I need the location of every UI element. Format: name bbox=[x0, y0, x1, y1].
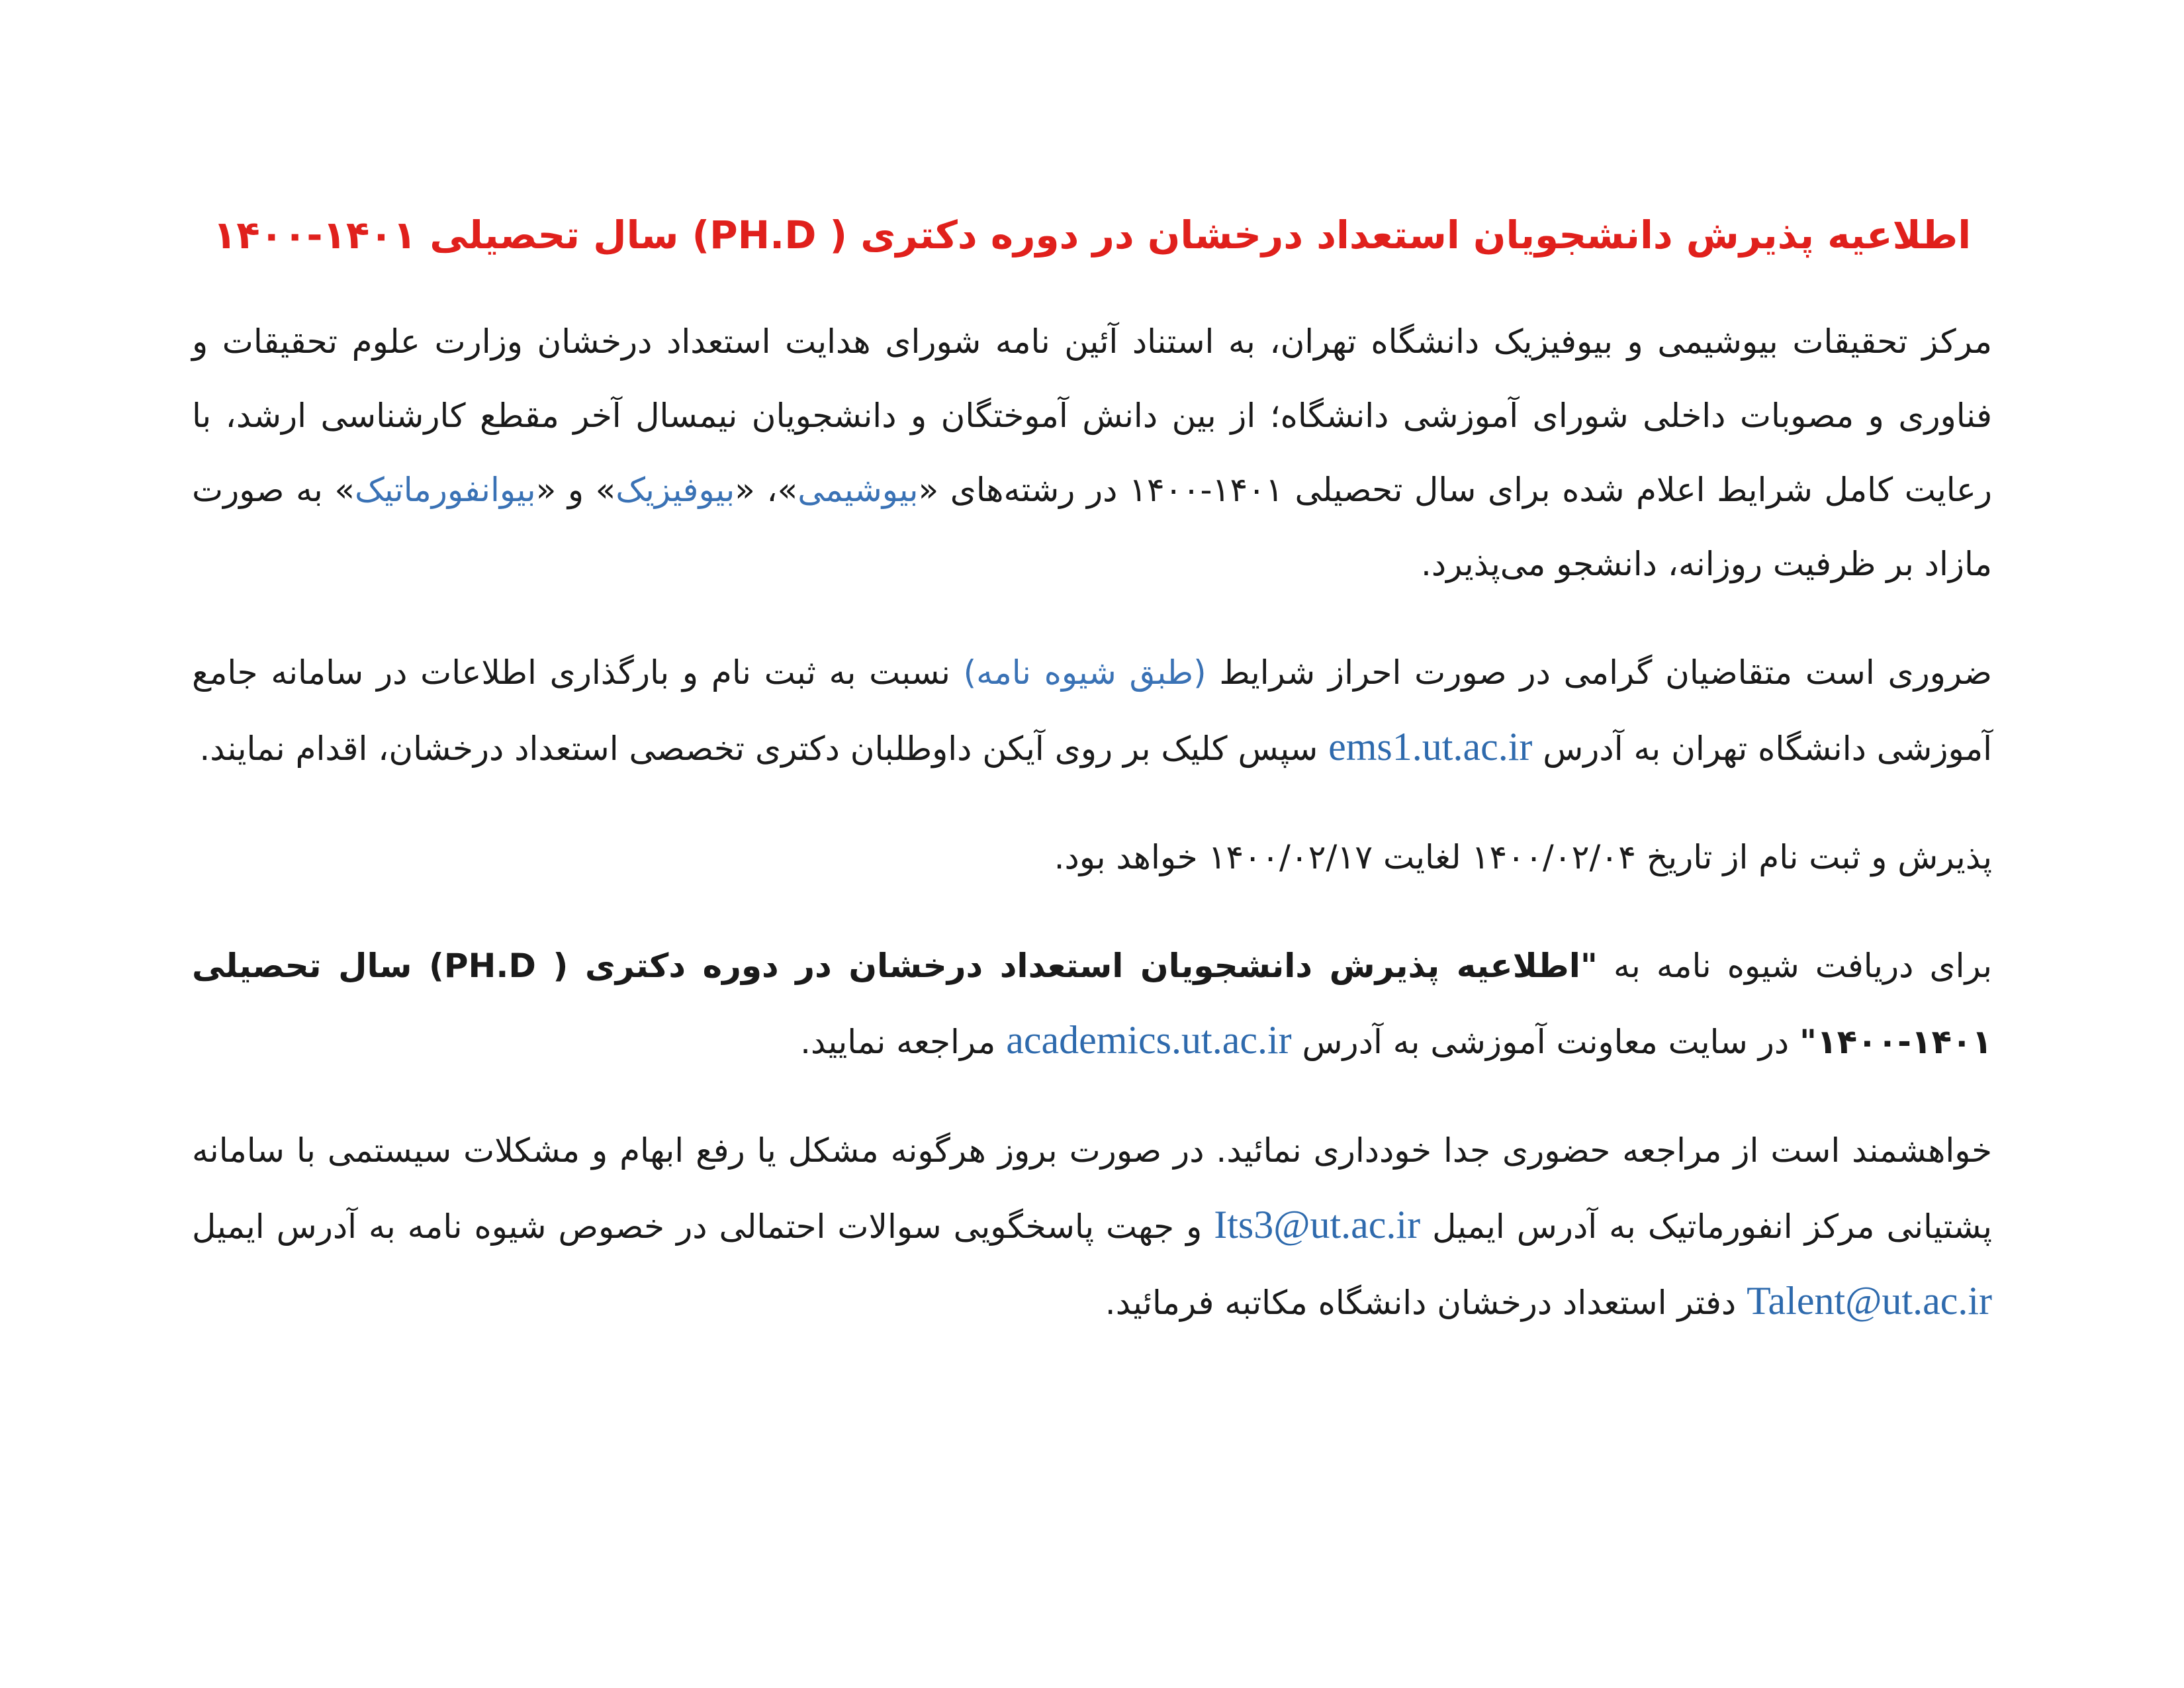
guide-reference: (طبق شیوه نامه) bbox=[963, 653, 1206, 692]
ems-link[interactable]: ems1.ut.ac.ir bbox=[1328, 725, 1533, 769]
field-biochemistry: بیوشیمی bbox=[797, 471, 919, 509]
registration-paragraph bbox=[192, 635, 1992, 786]
guide-text-a: برای دریافت شیوه نامه به bbox=[1597, 947, 1992, 985]
contact-text-c: دفتر استعداد درخشان دانشگاه مکاتبه فرمائید. bbox=[1105, 1284, 1747, 1322]
registration-text-c: سپس کلیک بر روی آیکن داوطلبان دکتری تخصصی استعداد درخشان، اقدام نمایند. bbox=[199, 729, 1329, 768]
guide-text-b: در سایت معاونت آموزشی به آدرس bbox=[1291, 1023, 1800, 1061]
field-biophysics: بیوفیزیک bbox=[615, 471, 735, 509]
contact-text-b: و جهت پاسخگویی سوالات احتمالی در خصوص شیوه نامه به آدرس ایمیل bbox=[192, 1207, 1214, 1246]
dates-paragraph: پذیرش و ثبت نام از تاریخ ۱۴۰۰/۰۲/۰۴ لغایت ۱۴۰۰/۰۲/۱۷ خواهد بود. bbox=[1054, 838, 1992, 876]
contact-paragraph bbox=[192, 1113, 1992, 1340]
registration-text-b: نسبت به ثبت نام و بارگذاری اطلاعات در سامانه جامع آموزشی دانشگاه تهران به آدرس bbox=[192, 653, 1992, 768]
guide-text-c: مراجعه نمایید. bbox=[800, 1023, 1007, 1061]
its-email-link[interactable]: Its3@ut.ac.ir bbox=[1214, 1203, 1421, 1246]
field-bioinformatics: بیوانفورماتیک bbox=[355, 471, 536, 509]
intro-text-a: مرکز تحقیقات بیوشیمی و بیوفیزیک دانشگاه تهران، به استناد آئین نامه شورای هدایت استعداد درخشان وزارت علوم تحقیقات و فناوری و مصوبات داخلی شورای آموزشی دانشگاه؛ از بین دانش آموختگان و دانشجویان نیمسال آخر مقطع کارشناسی ارشد، با رعایت کامل شرایط اعلام شده برای سال تحصیلی ۱۴۰۱-۱۴۰۰ در رشته‌های « bbox=[192, 322, 1992, 509]
intro-text-c: » و « bbox=[535, 471, 616, 509]
talent-email-link[interactable]: Talent@ut.ac.ir bbox=[1747, 1279, 1992, 1323]
guide-bold-title: "اطلاعیه پذیرش دانشجویان استعداد درخشان در دوره دکتری ( PH.D) سال تحصیلی ۱۴۰۱-۱۴۰۰" bbox=[192, 947, 1992, 1061]
announcement-page bbox=[192, 199, 1992, 1374]
intro-paragraph bbox=[192, 305, 1992, 601]
intro-text-d: » به صورت مازاد بر ظرفیت روزانه، دانشجو می‌پذیرد. bbox=[192, 471, 1992, 583]
registration-text-a: ضروری است متقاضیان گرامی در صورت احراز شرایط bbox=[1206, 653, 1992, 692]
guide-paragraph bbox=[192, 929, 1992, 1079]
intro-text-b: »، « bbox=[735, 471, 798, 509]
academics-link[interactable]: academics.ut.ac.ir bbox=[1006, 1018, 1292, 1062]
contact-text-a: خواهشمند است از مراجعه حضوری جدا خودداری نمائید. در صورت بروز هرگونه مشکل یا رفع ابهام و مشکلات سیستمی با سامانه پشتیانی مرکز انفورماتیک به آدرس ایمیل bbox=[192, 1131, 1992, 1246]
announcement-title: اطلاعیه پذیرش دانشجویان استعداد درخشان در دوره دکتری ( PH.D) سال تحصیلی ۱۴۰۱-۱۴۰۰ bbox=[212, 212, 1972, 258]
